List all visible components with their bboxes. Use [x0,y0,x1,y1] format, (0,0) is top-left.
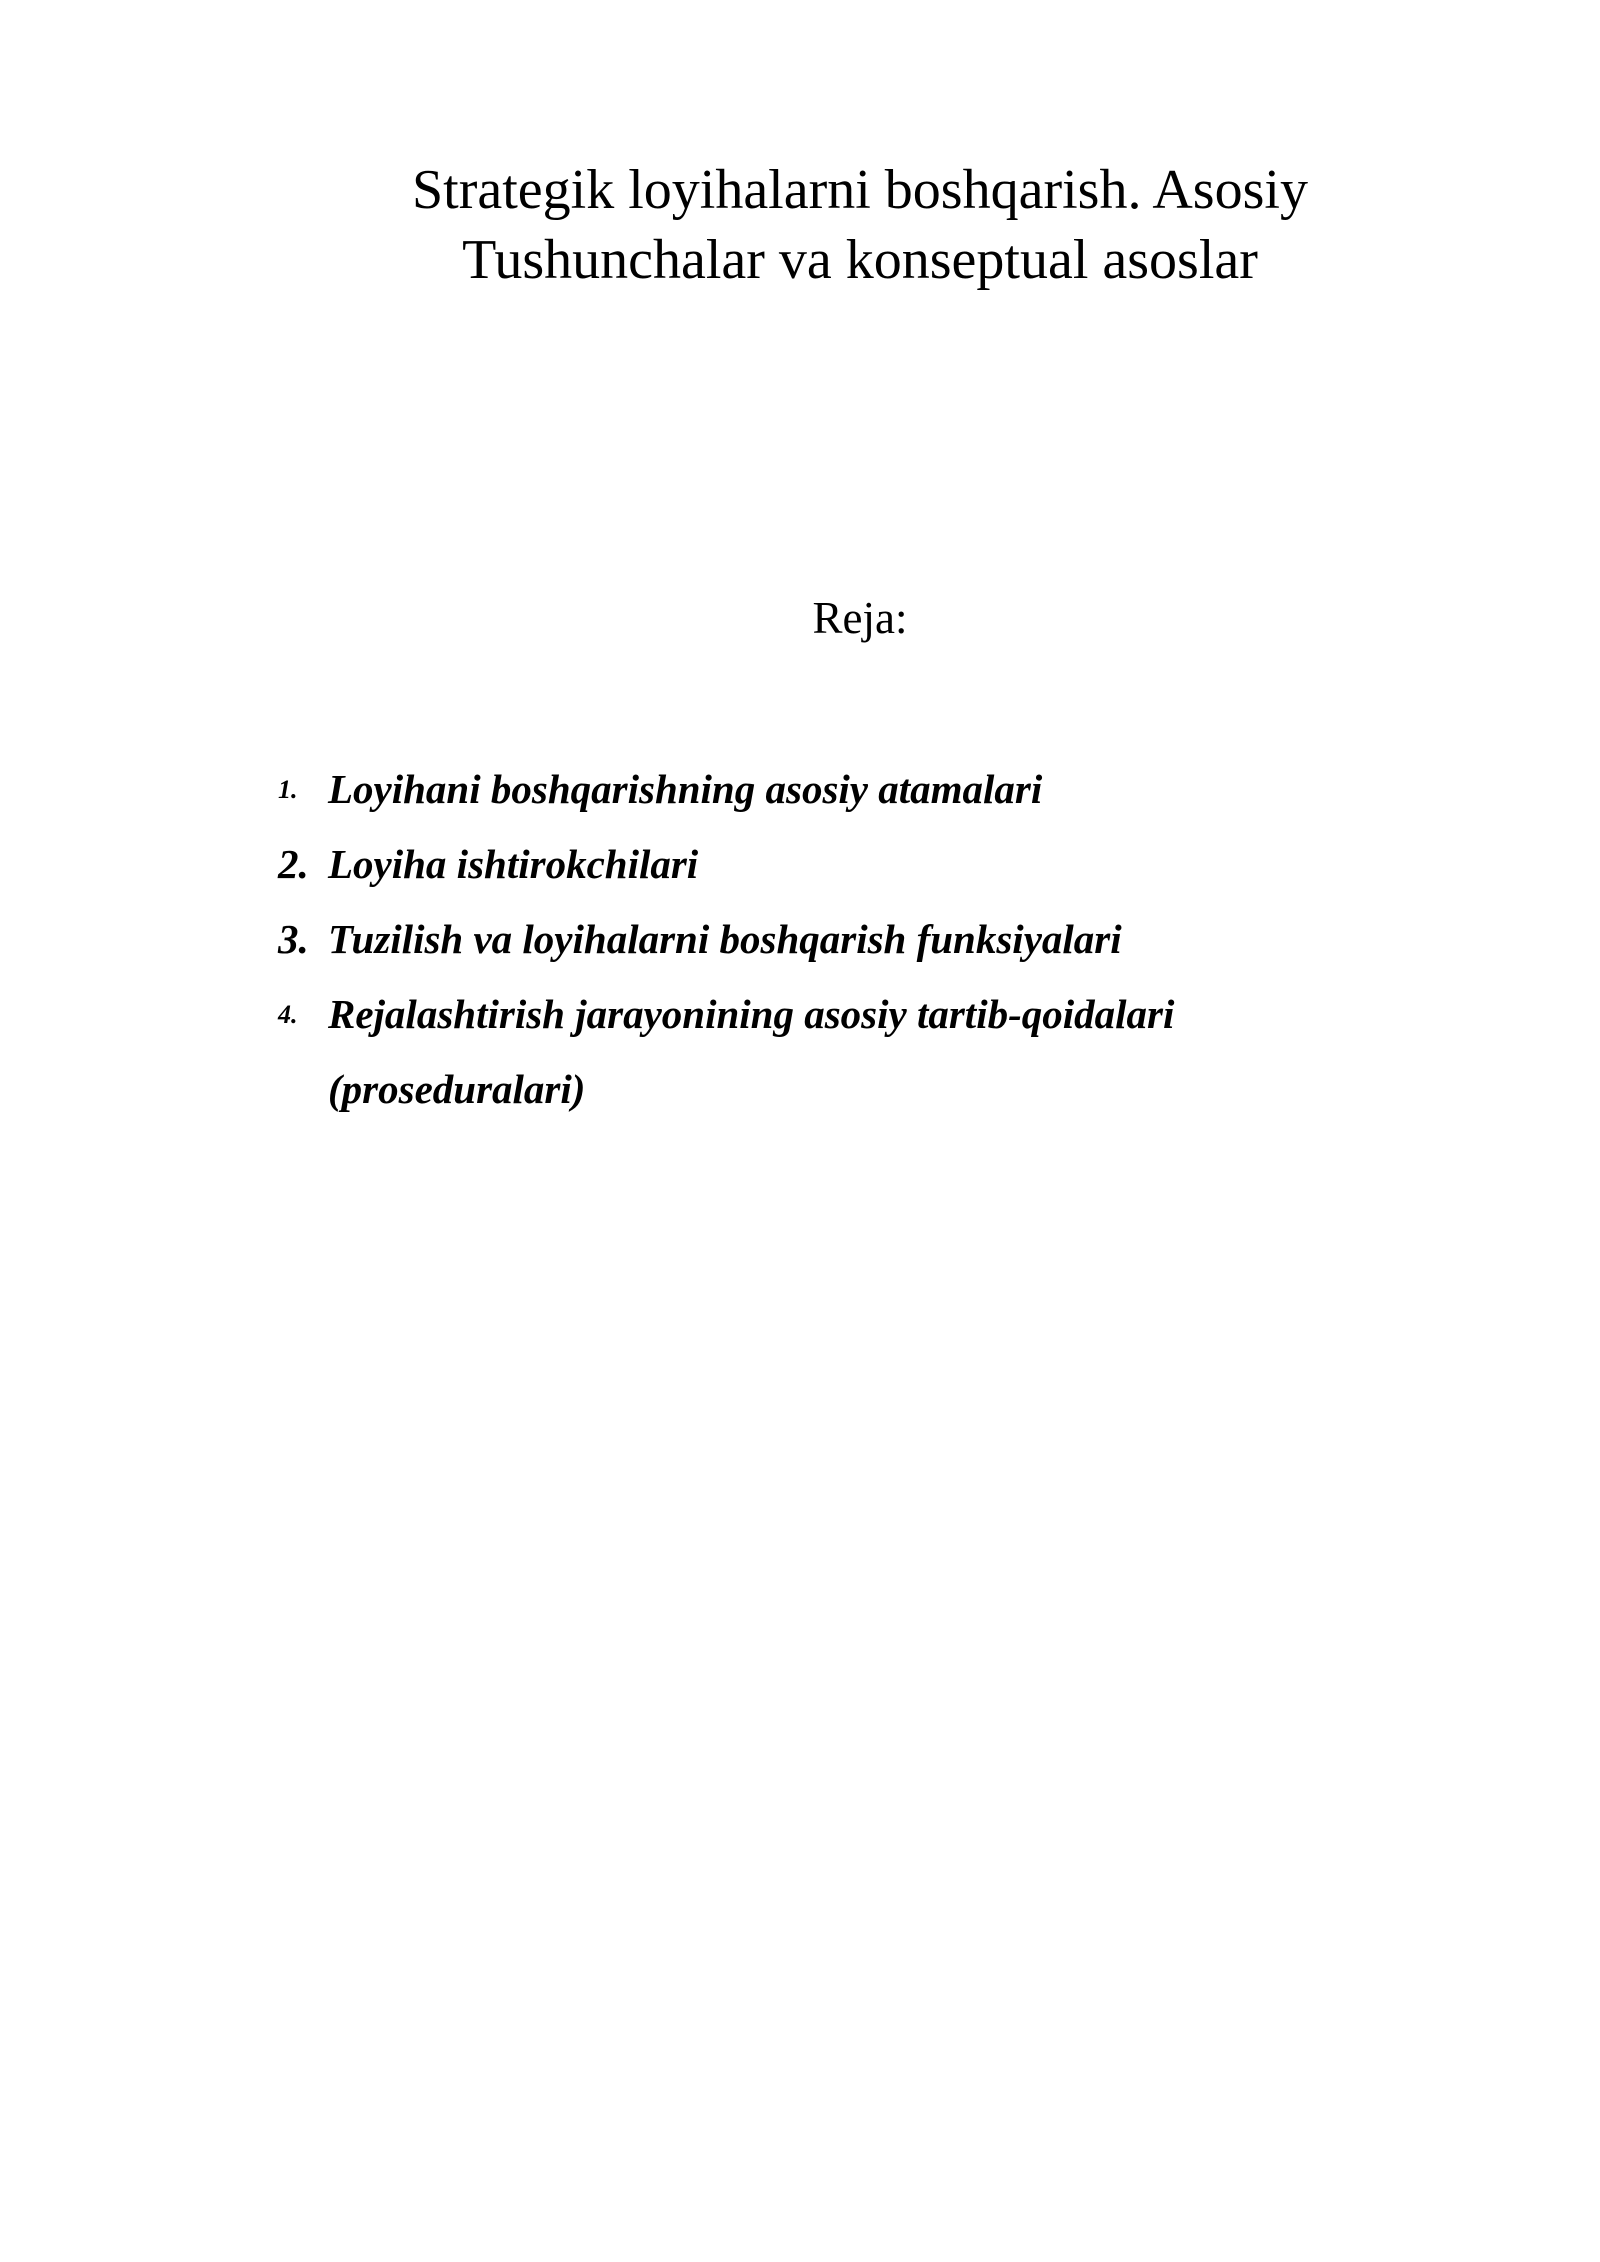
plan-item-text: Loyihani boshqarishning asosiy atamalari [328,766,1043,812]
plan-item [278,752,1378,827]
plan-item [278,827,1378,902]
plan-item-number: 1. [278,775,298,804]
plan-item [278,977,1288,1127]
title-line-2: Tushunchalar va konseptual asoslar [462,229,1258,291]
plan-list [278,752,1378,1127]
plan-item-text: Tuzilish va loyihalarni boshqarish funksiyalari [328,916,1122,962]
plan-item-text: Loyiha ishtirokchilari [328,841,699,887]
plan-item [278,902,1378,977]
plan-item-number: 4. [278,1000,298,1029]
plan-item-number: 2. [278,841,309,887]
plan-heading: Reja: [812,593,908,643]
plan-item-number: 3. [278,916,309,962]
plan-item-text: Rejalashtirish jarayonining asosiy tartib-qoidalari (proseduralari) [328,991,1175,1112]
document-title [330,155,1390,295]
title-line-1: Strategik loyihalarni boshqarish. Asosiy [412,159,1308,221]
